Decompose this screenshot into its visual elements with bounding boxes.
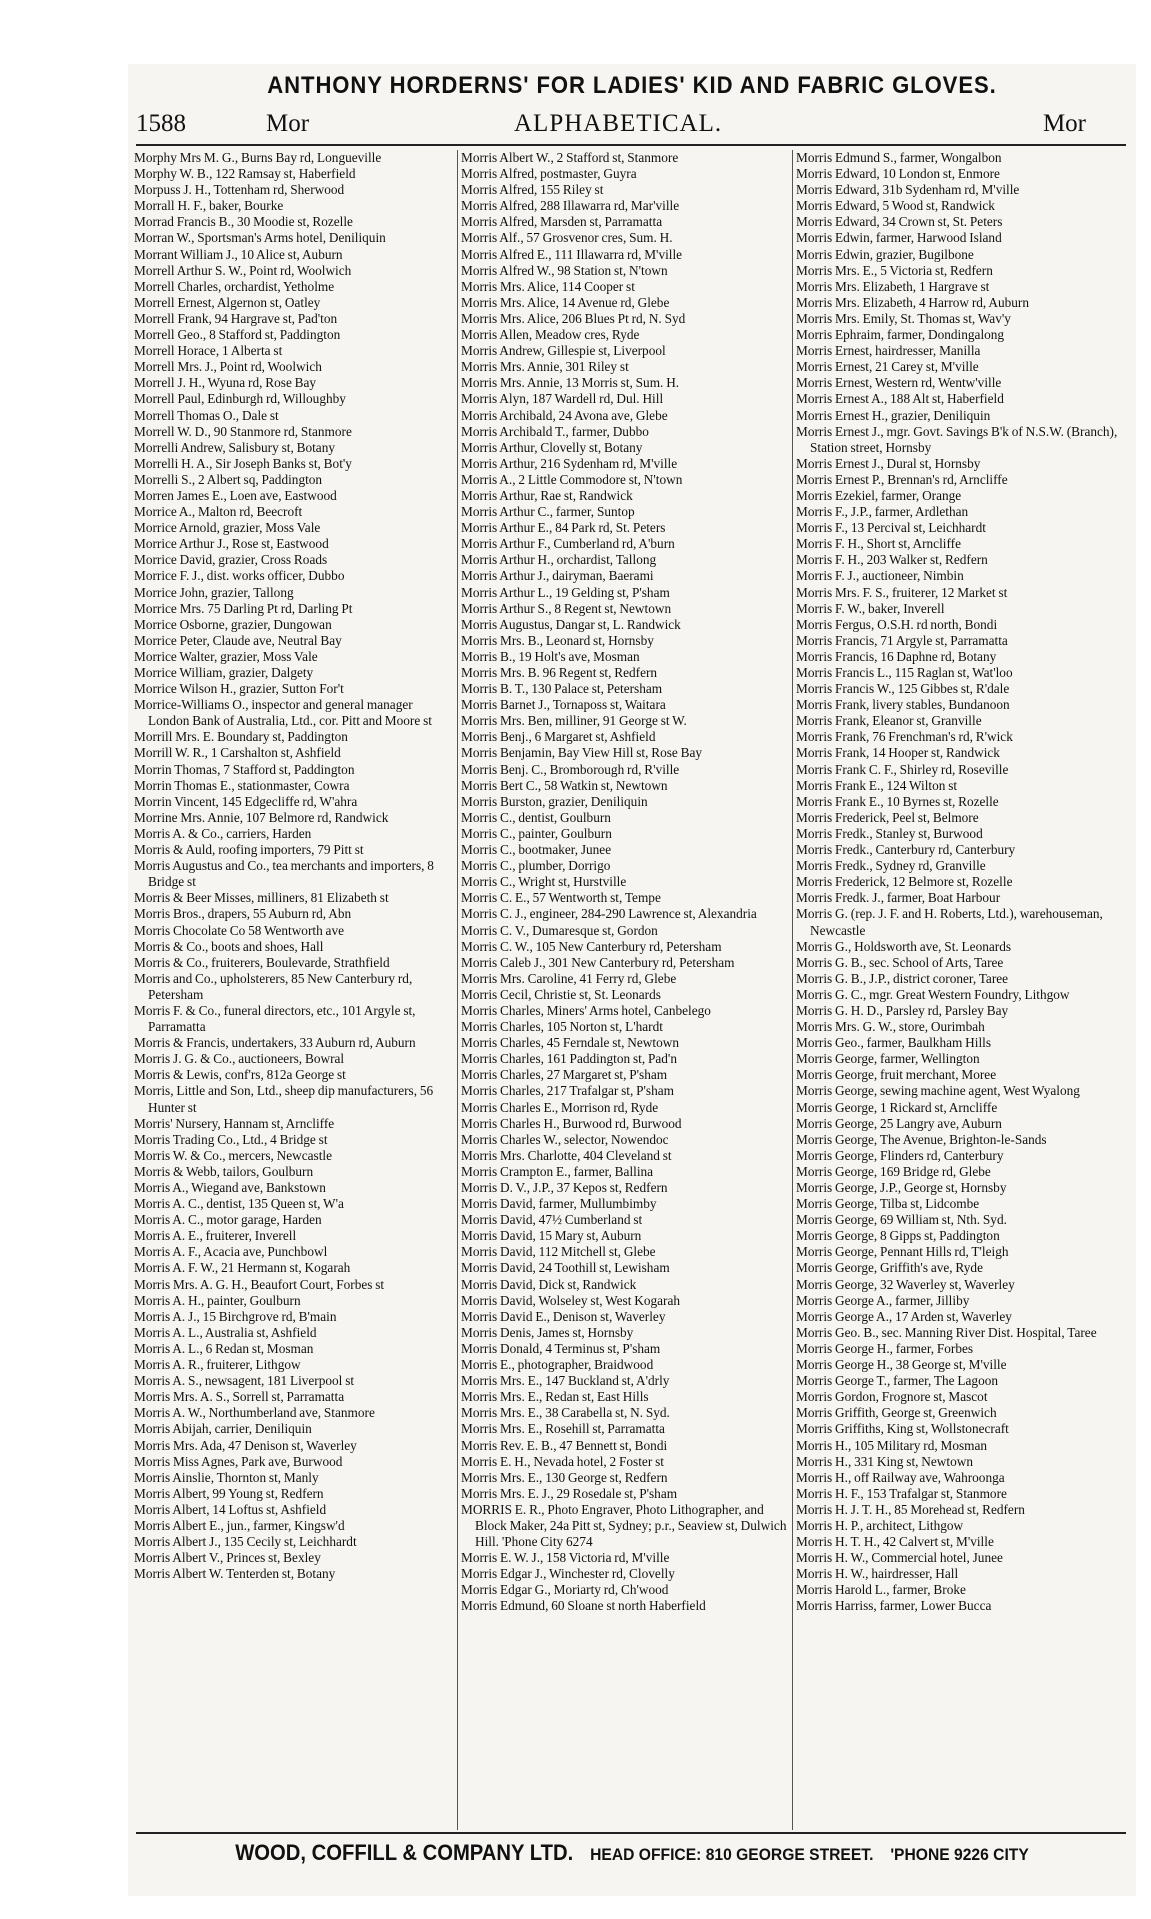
directory-entry: Morris Edward, 34 Crown st, St. Peters [796,214,1003,230]
directory-entry: Morris H., 105 Military rd, Mosman [796,1437,988,1453]
directory-entry: Morrice-Williams O., inspector and general manager London Bank of Australia, Ltd., cor. Pitt and Moore st [134,697,432,729]
directory-entry: Morris Fredk., Stanley st, Burwood [796,825,983,841]
directory-entry: Morrell Arthur S. W., Point rd, Woolwich [134,262,352,278]
directory-entry: Morris Edward, 5 Wood st, Randwick [796,198,995,214]
directory-entry: Morris Charles, 105 Norton st, L'hardt [461,1019,663,1035]
directory-entry: Morris Chocolate Co 58 Wentworth ave [134,922,345,938]
directory-entry: Morrice Mrs. 75 Darling Pt rd, Darling Pt [134,600,353,616]
directory-entry: Morris Alfred, 155 Riley st [461,182,604,198]
directory-entry: Morris Mrs. E. J., 29 Rosedale st, P'sham [461,1485,678,1501]
directory-entry: Morris Mrs. E., Rosehill st, Parramatta [461,1421,665,1437]
directory-columns [134,150,1134,1830]
directory-entry: Morris Frank, Eleanor st, Granville [796,713,982,729]
directory-entry: Morris Alfred, postmaster, Guyra [461,166,637,182]
directory-entry: Morris David, 24 Toothill st, Lewisham [461,1260,670,1276]
directory-entry: Morris C. J., engineer, 284-290 Lawrence st, Alexandria [461,906,757,922]
footer-company: WOOD, COFFILL & COMPANY LTD. [235,1840,574,1865]
directory-entry: Morris C., Wright st, Hurstville [461,874,627,890]
directory-entry: Morris Edgar G., Moriarty rd, Ch'wood [461,1582,669,1598]
directory-entry: Morris George, farmer, Wellington [796,1051,980,1067]
directory-entry: Morris Albert, 99 Young st, Redfern [134,1485,324,1501]
directory-entry: Morris Charles W., selector, Nowendoc [461,1131,669,1147]
directory-entry: Morris W. & Co., mercers, Newcastle [134,1147,333,1163]
directory-entry: Morris Arthur, 216 Sydenham rd, M'ville [461,455,678,471]
directory-entry: Morris Mrs. F. S., fruiterer, 12 Market st [796,584,1008,600]
directory-entry: Morris A. L., 6 Redan st, Mosman [134,1340,314,1356]
directory-entry: Morris Arthur S., 8 Regent st, Newtown [461,600,672,616]
directory-entry: Morrice A., Malton rd, Beecroft [134,504,303,520]
directory-entry: Morrice Arthur J., Rose st, Eastwood [134,536,329,552]
column-divider [457,150,458,1830]
directory-entry: Morris Francis, 71 Argyle st, Parramatta [796,632,1008,648]
footer-office: HEAD OFFICE: 810 GEORGE STREET. [590,1845,874,1864]
directory-entry: Morris, Little and Son, Ltd., sheep dip manufacturers, 56 Hunter st [134,1083,434,1115]
left-guide-word: Mor [266,110,310,137]
directory-entry: Morren James E., Loen ave, Eastwood [134,487,337,503]
directory-entry: Morris Charles, Miners' Arms hotel, Canbelego [461,1002,711,1018]
directory-entry: Morris Mrs. Charlotte, 404 Cleveland st [461,1147,672,1163]
directory-entry: Morris A. S., newsagent, 181 Liverpool st [134,1373,355,1389]
directory-entry: Morrin Vincent, 145 Edgecliffe rd, W'ahra [134,793,358,809]
directory-entry: Morrin Thomas, 7 Stafford st, Paddington [134,761,355,777]
directory-entry: Morris Archibald, 24 Avona ave, Glebe [461,407,668,423]
directory-entry: Morris E. H., Nevada hotel, 2 Foster st [461,1453,664,1469]
directory-entry: Morris A. W., Northumberland ave, Stanmore [134,1405,375,1421]
directory-entry: Morris Frank C. F., Shirley rd, Roseville [796,761,1009,777]
directory-entry: Morris Mrs. Ben, milliner, 91 George st W. [461,713,687,729]
directory-entry: Morris Alfred W., 98 Station st, N'town [461,262,668,278]
directory-entry: Morris David, farmer, Mullumbimby [461,1196,657,1212]
directory-entry: Morris Mrs. Alice, 14 Avenue rd, Glebe [461,294,670,310]
directory-entry: Morris Frank E., 10 Byrnes st, Rozelle [796,793,999,809]
directory-entry: Morris George, 169 Bridge rd, Glebe [796,1163,991,1179]
directory-entry: Morris F. & Co., funeral directors, etc., 101 Argyle st, Parramatta [134,1002,416,1035]
directory-entry: Morris Mrs. Caroline, 41 Ferry rd, Glebe [461,970,677,986]
directory-entry: Morris A. J., 15 Birchgrove rd, B'main [134,1308,337,1324]
page-number: 1588 [136,110,186,137]
directory-entry: Morris Ernest, 21 Carey st, M'ville [796,359,979,375]
directory-entry: Morris H. P., architect, Lithgow [796,1517,964,1533]
directory-entry: Morris Arthur, Rae st, Randwick [461,487,633,503]
directory-entry: Morrice Wilson H., grazier, Sutton For't [134,681,344,697]
directory-entry: Morris Mrs. Annie, 301 Riley st [461,359,629,375]
directory-entry: Morris Arthur E., 84 Park rd, St. Peters [461,520,666,536]
directory-entry: Morrell Thomas O., Dale st [134,407,279,423]
directory-entry: Morrell Horace, 1 Alberta st [134,343,283,359]
directory-entry: Morris Donald, 4 Terminus st, P'sham [461,1340,661,1356]
directory-entry: Morris Augustus, Dangar st, L. Randwick [461,616,681,632]
directory-entry: Morris Archibald T., farmer, Dubbo [461,423,649,439]
directory-entry: Morris G. C., mgr. Great Western Foundry, Lithgow [796,986,1070,1002]
directory-entry: Morris A. H., painter, Goulburn [134,1292,301,1308]
directory-entry: Morris C., bootmaker, Junee [461,842,612,858]
directory-entry: Morris Rev. E. B., 47 Bennett st, Bondi [461,1437,668,1453]
directory-entry: Morrice Arnold, grazier, Moss Vale [134,520,321,536]
advertising-banner: ANTHONY HORDERNS' FOR LADIES' KID AND FABRIC GLOVES. [267,72,997,99]
directory-entry: Morris A. F. W., 21 Hermann st, Kogarah [134,1260,351,1276]
directory-entry: Morris Griffiths, King st, Wollstonecraft [796,1421,1009,1437]
section-title: ALPHABETICAL. [514,110,723,137]
directory-entry: Morris & Auld, roofing importers, 79 Pitt st [134,842,364,858]
footer-rule [136,1832,1126,1834]
directory-entry: Morris C., painter, Goulburn [461,825,612,841]
directory-entry: Morris E., photographer, Braidwood [461,1357,654,1373]
column-2 [461,150,791,1830]
directory-entry: Morris & Co., boots and shoes, Hall [134,938,324,954]
directory-entry: Morris A. L., Australia st, Ashfield [134,1324,317,1340]
directory-entry: Morris C. W., 105 New Canterbury rd, Petersham [461,938,722,954]
directory-entry: Morris Mrs. Annie, 13 Morris st, Sum. H. [461,375,680,391]
directory-entry: Morris Edwin, grazier, Bugilbone [796,246,974,262]
directory-entry: Morris Gordon, Frognore st, Mascot [796,1389,988,1405]
directory-entry: Morris G. H. D., Parsley rd, Parsley Bay [796,1002,1009,1018]
directory-entry: Morris Charles E., Morrison rd, Ryde [461,1099,659,1115]
directory-entry: Morris David, Wolseley st, West Kogarah [461,1292,681,1308]
column-3 [796,150,1128,1830]
directory-entry: Morris Frederick, 12 Belmore st, Rozelle [796,874,1013,890]
directory-entry: Morrell Ernest, Algernon st, Oatley [134,294,321,310]
directory-entry: Morran W., Sportsman's Arms hotel, Deniliquin [134,230,386,246]
directory-entry: Morrell J. H., Wyuna rd, Rose Bay [134,375,317,391]
directory-entry: Morris George, 69 William st, Nth. Syd. [796,1212,1007,1228]
directory-entry: Morris Arthur L., 19 Gelding st, P'sham [461,584,670,600]
directory-entry: Morris Geo., farmer, Baulkham Hills [796,1035,992,1051]
directory-entry: Morris Mrs. Ada, 47 Denison st, Waverley [134,1437,357,1453]
directory-entry: Morris Denis, James st, Hornsby [461,1324,634,1340]
directory-entry: Morris Allen, Meadow cres, Ryde [461,327,640,343]
directory-entry: Morris A. E., fruiterer, Inverell [134,1228,297,1244]
directory-entry: Morris & Webb, tailors, Goulburn [134,1163,314,1179]
directory-entry: Morris Ernest, Western rd, Wentw'ville [796,375,1002,391]
directory-entry: Morris Edgar J., Winchester rd, Clovelly [461,1566,675,1582]
footer-phone: 'PHONE 9226 CITY [890,1845,1029,1864]
directory-entry: Morris F., 13 Percival st, Leichhardt [796,520,986,536]
directory-entry: Morris David, 47½ Cumberland st [461,1212,643,1228]
directory-entry: Morrelli H. A., Sir Joseph Banks st, Bot'y [134,455,352,471]
directory-entry: Morris A. R., fruiterer, Lithgow [134,1357,301,1373]
directory-entry: Morris' Nursery, Hannam st, Arncliffe [134,1115,335,1131]
directory-entry: Morris C. V., Dumaresque st, Gordon [461,922,658,938]
directory-entry: Morphy Mrs M. G., Burns Bay rd, Longueville [134,150,382,165]
directory-entry: Morris G. B., J.P., district coroner, Taree [796,970,1009,986]
directory-entry: Morris George T., farmer, The Lagoon [796,1373,999,1389]
directory-entry: Morris G., Holdsworth ave, St. Leonards [796,938,1012,954]
directory-entry: Morris B. T., 130 Palace st, Petersham [461,681,663,697]
directory-entry: Morris A. & Co., carriers, Harden [134,825,312,841]
directory-entry: Morris Frederick, Peel st, Belmore [796,809,979,825]
directory-entry: Morris Ernest J., mgr. Govt. Savings B'k of N.S.W. (Branch), Station street, Hornsby [796,423,1118,455]
directory-entry: Morris Alyn, 187 Wardell rd, Dul. Hill [461,391,664,407]
directory-entry: Morris F., J.P., farmer, Ardlethan [796,504,969,520]
directory-entry: Morris & Lewis, conf'rs, 812a George st [134,1067,346,1083]
directory-entry: Morris George, 1 Rickard st, Arncliffe [796,1099,998,1115]
directory-entry: Morris Mrs. Alice, 206 Blues Pt rd, N. Syd [461,310,686,326]
directory-entry: Morris Alfred, 288 Illawarra rd, Mar'ville [461,198,680,214]
directory-entry: Morris Benj. C., Bromborough rd, R'ville [461,761,680,777]
directory-page [128,64,1136,1896]
column-divider [792,150,793,1830]
directory-entry: Morrelli S., 2 Albert sq, Paddington [134,471,323,487]
directory-entry: Morris Mrs. G. W., store, Ourimbah [796,1019,985,1035]
directory-entry: Morris Benj., 6 Margaret st, Ashfield [461,729,656,745]
directory-entry: Morris Fredk., Canterbury rd, Canterbury [796,842,1016,858]
directory-entry: Morris F. W., baker, Inverell [796,600,945,616]
directory-entry: Morris Albert E., jun., farmer, Kingsw'd [134,1517,345,1533]
directory-entry: Morris George, Pennant Hills rd, T'leigh [796,1244,1009,1260]
directory-entry: Morris Fredk. J., farmer, Boat Harbour [796,890,1001,906]
directory-entry: Morrine Mrs. Annie, 107 Belmore rd, Randwick [134,809,389,825]
directory-entry: Morris George A., 17 Arden st, Waverley [796,1308,1012,1324]
directory-entry: Morris G. (rep. J. F. and H. Roberts, Ltd.), warehouseman, Newcastle [796,906,1103,938]
directory-entry: Morris George, Griffith's ave, Ryde [796,1260,983,1276]
directory-entry: Morris George, J.P., George st, Hornsby [796,1180,1007,1195]
directory-entry: Morrice Osborne, grazier, Dungowan [134,616,332,632]
directory-entry: Morris David, 112 Mitchell st, Glebe [461,1244,656,1260]
directory-entry: Morris George, sewing machine agent, West Wyalong [796,1083,1080,1099]
directory-entry: Morris George, 32 Waverley st, Waverley [796,1276,1015,1292]
directory-entry: Morris Bert C., 58 Watkin st, Newtown [461,777,668,793]
directory-entry: Morris Fredk., Sydney rd, Granville [796,858,986,874]
directory-entry: Morris Charles, 217 Trafalgar st, P'sham [461,1083,675,1099]
directory-entry: Morris Mrs. Alice, 114 Cooper st [461,278,635,294]
directory-entry: Morris A. C., motor garage, Harden [134,1212,322,1228]
directory-entry: Morris Barnet J., Tornaposs st, Waitara [461,697,666,713]
directory-entry: Morris Mrs. Emily, St. Thomas st, Wav'y [796,310,1011,326]
directory-entry: Morris Mrs. E., 147 Buckland st, A'drly [461,1373,670,1389]
directory-entry: Morris H. F., 153 Trafalgar st, Stanmore [796,1485,1007,1501]
directory-entry: Morrice David, grazier, Cross Roads [134,552,328,568]
directory-entry: Morris Alfred, Marsden st, Parramatta [461,214,663,230]
directory-entry: Morrell Mrs. J., Point rd, Woolwich [134,359,322,375]
directory-entry: Morris Alf., 57 Grosvenor cres, Sum. H. [461,230,673,246]
directory-entry: Morris Edwin, farmer, Harwood Island [796,230,1002,246]
directory-entry: Morris Ainslie, Thornton st, Manly [134,1469,319,1485]
directory-entry: Morris Ernest P., Brennan's rd, Arncliffe [796,471,1008,487]
directory-entry: Morpuss J. H., Tottenham rd, Sherwood [134,182,345,198]
directory-entry: Morris Ernest H., grazier, Deniliquin [796,407,991,423]
directory-entry: Morrice Walter, grazier, Moss Vale [134,648,318,664]
directory-entry: Morris Ernest, hairdresser, Manilla [796,343,981,359]
directory-entry: Morrice John, grazier, Tallong [134,584,294,600]
directory-entry: Morris Arthur F., Cumberland rd, A'burn [461,536,675,552]
directory-entry: Morphy W. B., 122 Ramsay st, Haberfield [134,166,356,182]
directory-entry: Morris Charles, 27 Margaret st, P'sham [461,1067,668,1083]
directory-entry: Morris A., Wiegand ave, Bankstown [134,1180,326,1195]
directory-entry: Morris Mrs. Elizabeth, 4 Harrow rd, Auburn [796,294,1029,310]
directory-entry: Morris Crampton E., farmer, Ballina [461,1163,654,1179]
column-1 [134,150,456,1830]
directory-entry: Morrant William J., 10 Alice st, Auburn [134,246,343,262]
directory-entry: Morris Arthur J., dairyman, Baerami [461,568,654,584]
directory-entry: Morris George, The Avenue, Brighton-le-Sands [796,1131,1047,1147]
directory-entry: Morrice F. J., dist. works officer, Dubbo [134,568,345,584]
directory-entry: Morris Burston, grazier, Deniliquin [461,793,648,809]
directory-entry: Morris Edward, 10 London st, Enmore [796,166,1000,182]
directory-entry: Morris Albert W., 2 Stafford st, Stanmore [461,150,679,165]
directory-entry: Morris H., 331 King st, Newtown [796,1453,974,1469]
directory-entry: Morris Frank, 14 Hooper st, Randwick [796,745,1000,761]
directory-entry: Morris George H., 38 George st, M'ville [796,1357,1007,1373]
directory-entry: Morris Mrs. B., Leonard st, Hornsby [461,632,654,648]
header-rule [136,144,1126,146]
directory-entry: Morris A. F., Acacia ave, Punchbowl [134,1244,328,1260]
directory-entry: Morris Arthur, Clovelly st, Botany [461,439,643,455]
directory-entry: Morrell W. D., 90 Stanmore rd, Stanmore [134,423,352,439]
directory-entry: Morris Mrs. E., 130 George st, Redfern [461,1469,668,1485]
directory-entry: Morris H., off Railway ave, Wahroonga [796,1469,1005,1485]
directory-entry: Morris George H., farmer, Forbes [796,1340,974,1356]
directory-entry: Morris David E., Denison st, Waverley [461,1308,666,1324]
directory-entry: Morris Charles H., Burwood rd, Burwood [461,1115,682,1131]
directory-entry: Morris Alfred E., 111 Illawarra rd, M'ville [461,246,683,262]
directory-entry: Morris Albert J., 135 Cecily st, Leichhardt [134,1534,357,1550]
right-guide-word: Mor [1042,110,1086,137]
directory-entry: Morris Arthur H., orchardist, Tallong [461,552,657,568]
directory-entry: Morris Albert W. Tenterden st, Botany [134,1566,336,1582]
directory-entry: Morris Mrs. E., 5 Victoria st, Redfern [796,262,993,278]
directory-entry: Morris H. W., hairdresser, Hall [796,1566,959,1582]
directory-entry: Morris Albert, 14 Loftus st, Ashfield [134,1501,327,1517]
directory-entry: Morris Mrs. B. 96 Regent st, Redfern [461,665,658,680]
directory-entry: Morris Benjamin, Bay View Hill st, Rose Bay [461,745,703,761]
directory-entry: Morris Ephraim, farmer, Dondingalong [796,327,1005,343]
directory-entry: Morris David, Dick st, Randwick [461,1276,637,1292]
directory-entry: Morrell Geo., 8 Stafford st, Paddington [134,327,341,343]
directory-entry: Morris George, fruit merchant, Moree [796,1067,997,1083]
directory-entry: Morris Abijah, carrier, Deniliquin [134,1421,312,1437]
directory-entry: Morris Arthur C., farmer, Suntop [461,504,635,520]
directory-entry: Morris Andrew, Gillespie st, Liverpool [461,343,666,359]
directory-entry: Morris C., plumber, Dorrigo [461,858,611,874]
directory-entry: Morris Harriss, farmer, Lower Bucca [796,1598,992,1614]
directory-entry: Morrell Frank, 94 Hargrave st, Pad'ton [134,310,338,326]
directory-entry: Morris and Co., upholsterers, 85 New Canterbury rd, Petersham [134,970,413,1002]
directory-entry: Morrell Charles, orchardist, Yetholme [134,278,335,294]
directory-entry: Morris Frank, livery stables, Bundanoon [796,697,1010,713]
directory-entry: Morris A. C., dentist, 135 Queen st, W'a [134,1196,344,1212]
directory-entry: Morris Geo. B., sec. Manning River Dist. Hospital, Taree [796,1324,1097,1340]
directory-entry: Morrice William, grazier, Dalgety [134,665,314,680]
directory-entry: Morrell Paul, Edinburgh rd, Willoughby [134,391,346,407]
directory-entry: Morris Francis, 16 Daphne rd, Botany [796,648,997,664]
directory-entry: Morris Bros., drapers, 55 Auburn rd, Abn [134,906,352,922]
directory-entry: Morris Edward, 31b Sydenham rd, M'ville [796,182,1020,198]
directory-entry: Morris Edmund, 60 Sloane st north Haberfield [461,1598,706,1614]
directory-entry: Morris D. V., J.P., 37 Kepos st, Redfern [461,1180,668,1195]
directory-entry: Morris F. H., Short st, Arncliffe [796,536,961,552]
directory-entry: Morris Mrs. Elizabeth, 1 Hargrave st [796,278,990,294]
directory-entry: Morris Miss Agnes, Park ave, Burwood [134,1453,343,1469]
directory-entry: Morris Harold L., farmer, Broke [796,1582,966,1598]
directory-entry: Morris George, 25 Langry ave, Auburn [796,1115,1002,1131]
advertising-footer [168,1840,1095,1866]
directory-entry: Morris H. W., Commercial hotel, Junee [796,1550,1003,1566]
directory-entry: Morris F. H., 203 Walker st, Redfern [796,552,988,568]
directory-entry: Morris H. J. T. H., 85 Morehead st, Redfern [796,1501,1025,1517]
directory-entry: Morris Caleb J., 301 New Canterbury rd, Petersham [461,954,735,970]
directory-entry: Morris Ernest A., 188 Alt st, Haberfield [796,391,1004,407]
directory-entry: Morris Griffith, George st, Greenwich [796,1405,997,1421]
directory-entry: Morris Charles, 45 Ferndale st, Newtown [461,1035,679,1051]
directory-entry: Morrall H. F., baker, Bourke [134,198,284,214]
directory-entry: Morris & Co., fruiterers, Boulevarde, Strathfield [134,954,390,970]
directory-entry: Morris Frank E., 124 Wilton st [796,777,958,793]
directory-entry: Morris Trading Co., Ltd., 4 Bridge st [134,1131,328,1147]
directory-entry: Morris Edmund S., farmer, Wongalbon [796,150,1002,165]
directory-entry: Morris Albert V., Princes st, Bexley [134,1550,321,1566]
directory-entry: Morris Mrs. E., 38 Carabella st, N. Syd. [461,1405,670,1421]
directory-entry: Morris Francis L., 115 Raglan st, Wat'loo [796,665,1013,680]
directory-entry: Morris Fergus, O.S.H. rd north, Bondi [796,616,998,632]
directory-entry: Morris George, 8 Gipps st, Paddington [796,1228,1000,1244]
directory-entry: Morris George, Flinders rd, Canterbury [796,1147,1004,1163]
directory-entry: Morris & Beer Misses, milliners, 81 Elizabeth st [134,890,389,906]
directory-entry: Morris Mrs. E., Redan st, East Hills [461,1389,649,1405]
directory-entry: Morris David, 15 Mary st, Auburn [461,1228,642,1244]
page-header [136,110,1126,140]
directory-entry: Morrill Mrs. E. Boundary st, Paddington [134,729,348,745]
directory-entry: Morrill W. R., 1 Carshalton st, Ashfield [134,745,341,761]
directory-entry: Morris Mrs. A. G. H., Beaufort Court, Forbes st [134,1276,385,1292]
directory-entry: Morris Cecil, Christie st, St. Leonards [461,986,661,1002]
directory-entry: Morris E. W. J., 158 Victoria rd, M'ville [461,1550,670,1566]
directory-entry: Morris Augustus and Co., tea merchants and importers, 8 Bridge st [134,858,434,890]
directory-entry: Morris B., 19 Holt's ave, Mosman [461,648,640,664]
directory-entry: MORRIS E. R., Photo Engraver, Photo Lithographer, and Block Maker, 24a Pitt st, Sydney; p.r., Seaview st, Dulwich Hill. 'Phone City 6274 [461,1501,787,1550]
directory-entry: Morrelli Andrew, Salisbury st, Botany [134,439,336,455]
directory-entry: Morris Mrs. A. S., Sorrell st, Parramatta [134,1389,345,1405]
directory-entry: Morris C., dentist, Goulburn [461,809,611,825]
directory-entry: Morris H. T. H., 42 Calvert st, M'ville [796,1534,994,1550]
directory-entry: Morris George, Tilba st, Lidcombe [796,1196,980,1212]
directory-entry: Morris A., 2 Little Commodore st, N'town [461,471,683,487]
directory-entry: Morris F. J., auctioneer, Nimbin [796,568,964,584]
directory-entry: Morris C. E., 57 Wentworth st, Tempe [461,890,661,906]
directory-entry: Morris G. B., sec. School of Arts, Taree [796,954,1004,970]
directory-entry: Morrin Thomas E., stationmaster, Cowra [134,777,350,793]
directory-entry: Morris Frank, 76 Frenchman's rd, R'wick [796,729,1013,745]
directory-entry: Morris Ezekiel, farmer, Orange [796,487,962,503]
directory-entry: Morris & Francis, undertakers, 33 Auburn rd, Auburn [134,1035,416,1051]
directory-entry: Morrad Francis B., 30 Moodie st, Rozelle [134,214,353,230]
directory-entry: Morris George A., farmer, Jilliby [796,1292,970,1308]
directory-entry: Morrice Peter, Claude ave, Neutral Bay [134,632,342,648]
directory-entry: Morris J. G. & Co., auctioneers, Bowral [134,1051,345,1067]
directory-entry: Morris Charles, 161 Paddington st, Pad'n [461,1051,677,1067]
directory-entry: Morris Ernest J., Dural st, Hornsby [796,455,981,471]
directory-entry: Morris Francis W., 125 Gibbes st, R'dale [796,681,1010,697]
